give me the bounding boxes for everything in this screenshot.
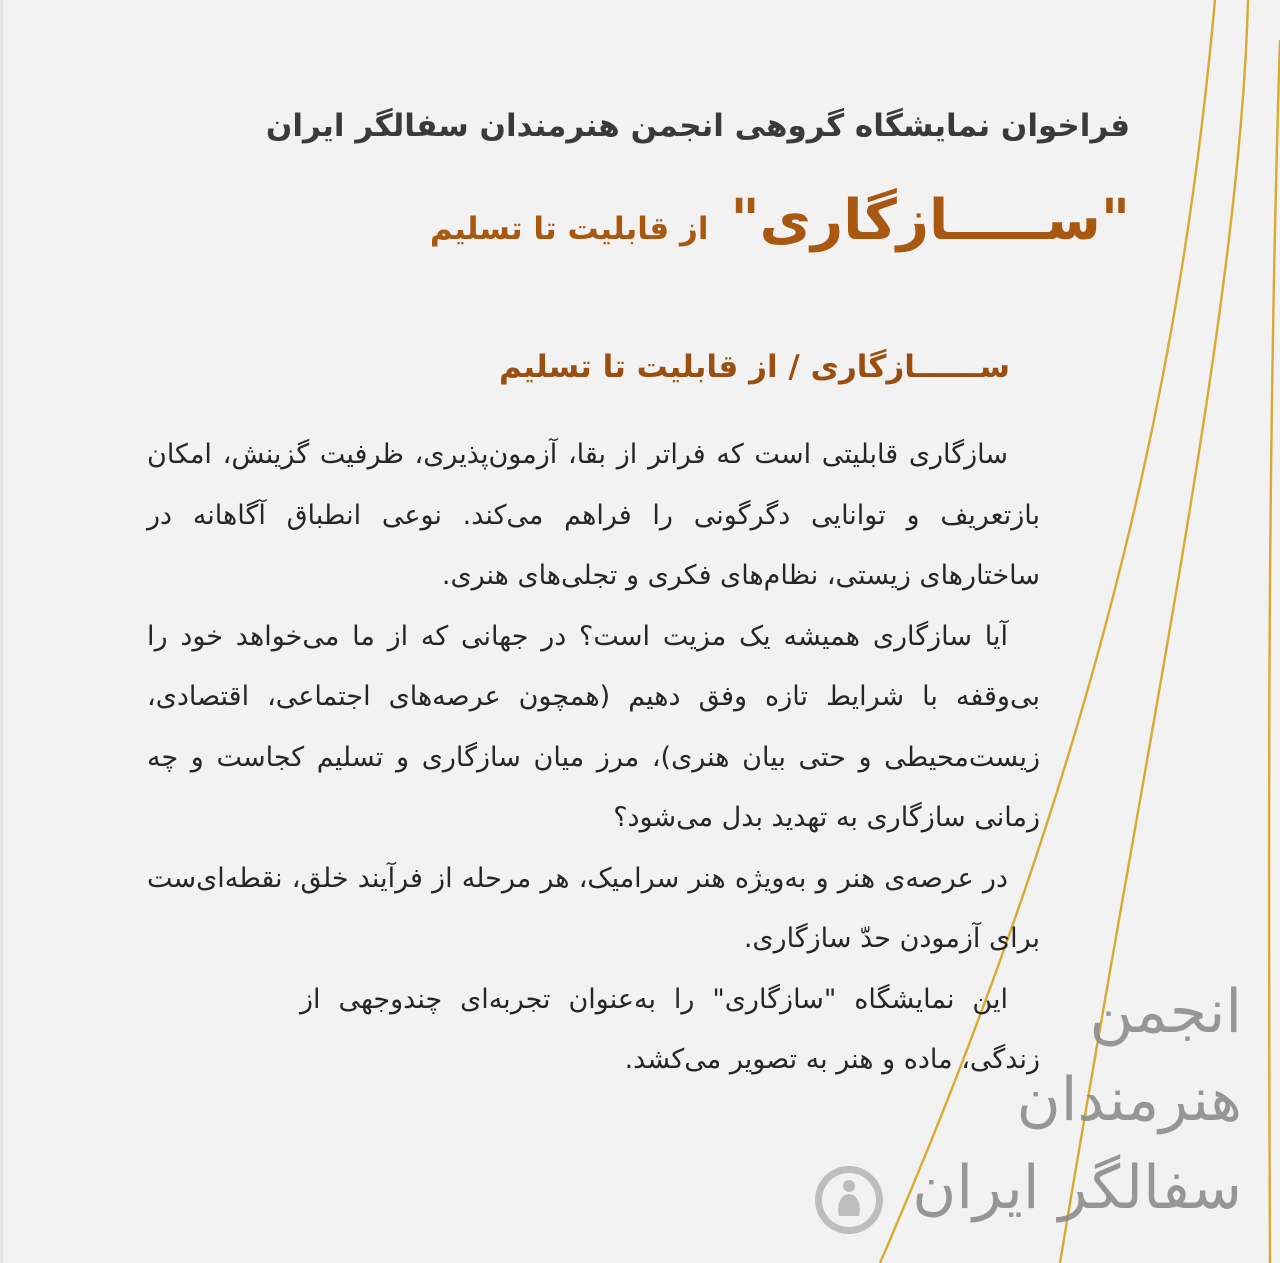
exhibition-name: "ســـــازگاری"	[730, 188, 1130, 253]
body-paragraph-1: سازگاری قابلیتی است که فراتر از بقا، آزمون‌پذیری، ظرفیت گزینش، امکان بازتعریف و توانایی دگرگونی را فراهم می‌کند. نوعی انطباق آگاهانه در ساختارهای زیستی، نظام‌های فکری و تجلی‌های هنری.	[147, 439, 1040, 591]
exhibition-subtitle: از قابلیت تا تسلیم	[429, 211, 709, 247]
watermark-line-3: سفالگر ایران	[912, 1153, 1242, 1223]
watermark-line-1: انجمن	[1089, 977, 1242, 1047]
exhibition-title	[230, 188, 1130, 253]
watermark-line-2: هنرمندان	[1016, 1065, 1242, 1135]
body-paragraph-3: در عرصه‌ی هنر و به‌ویژه هنر سرامیک، هر مرحله از فرآیند خلق، نقطه‌ای‌ست برای آزمودن حدّ سازگاری.	[147, 862, 1040, 954]
association-watermark	[902, 968, 1242, 1232]
body-paragraph-4: این نمایشگاه "سازگاری" را به‌عنوان تجربه‌ای چندوجهی از زندگی، ماده و هنر به تصویر می‌کشد.	[300, 983, 1040, 1075]
section-heading: ســــــازگاری / از قابلیت تا تسلیم	[498, 349, 1010, 385]
association-logo-icon	[812, 1163, 886, 1237]
announcement-title: فراخوان نمایشگاه گروهی انجمن هنرمندان سفالگر ایران	[265, 108, 1130, 144]
body-paragraph-2: آیا سازگاری همیشه یک مزیت است؟ در جهانی که از ما می‌خواهد خود را بی‌وقفه با شرایط تازه وفق دهیم (همچون عرصه‌های اجتماعی، اقتصادی، زیست‌محیطی و حتی بیان هنری)، مرز میان سازگاری و تسلیم کجاست و چه زمانی سازگاری به تهدید بدل می‌شود؟	[147, 620, 1040, 833]
gold-curve-3	[1269, 40, 1280, 1263]
